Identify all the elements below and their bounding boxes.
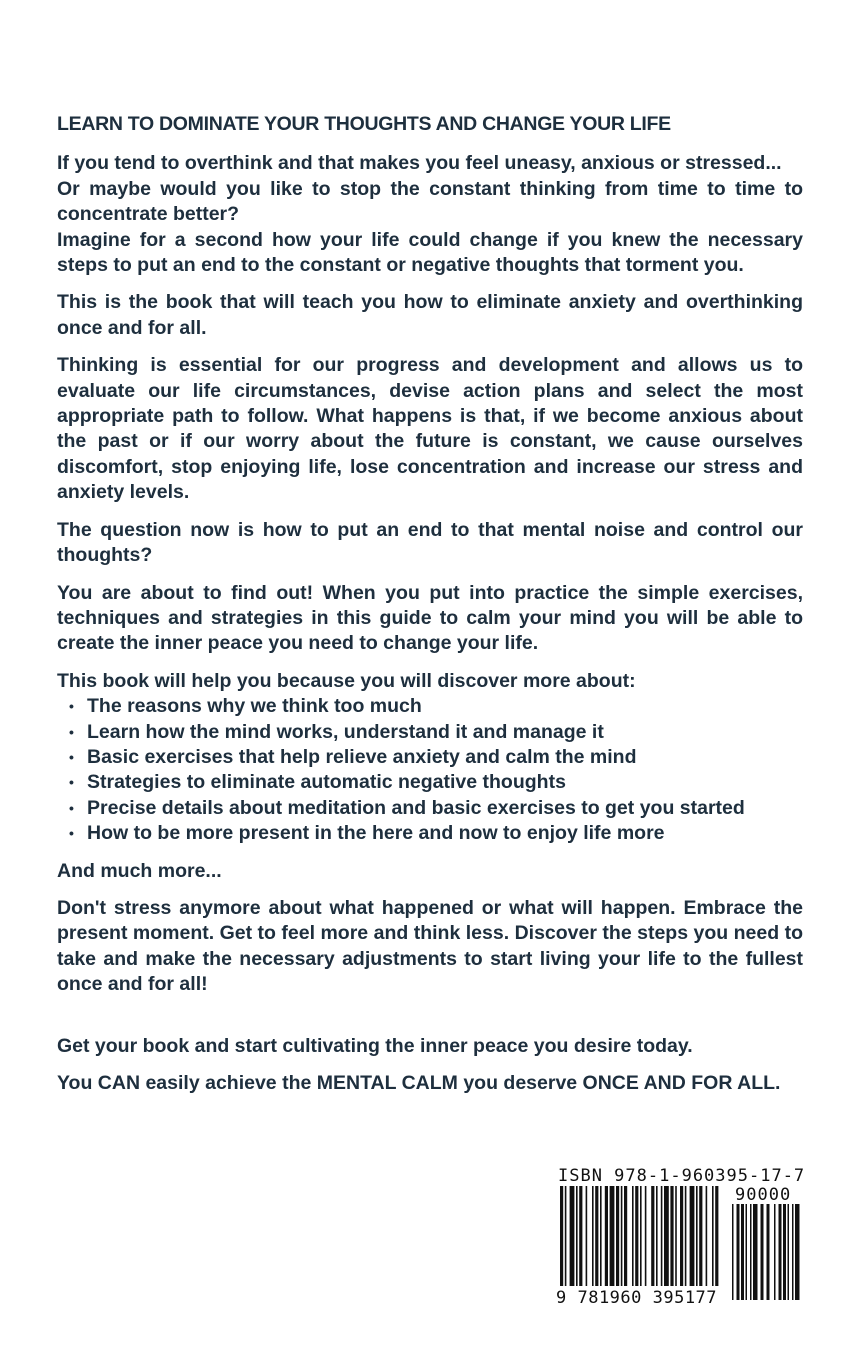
bullet-icon: • [69, 799, 74, 816]
barcode-addon-bar [788, 1204, 790, 1300]
barcode-bar [696, 1186, 698, 1286]
barcode-addon-bar [779, 1204, 782, 1300]
list-item: • The reasons why we think too much [57, 694, 803, 719]
barcode-addon: 90000 [735, 1185, 792, 1205]
bullet-icon: • [69, 698, 74, 715]
barcode-bar [586, 1186, 588, 1286]
tagline: You CAN easily achieve the MENTAL CALM you deserve ONCE AND FOR ALL. [57, 1072, 781, 1094]
barcode-bar [675, 1186, 677, 1286]
barcode-addon-bar [753, 1204, 758, 1300]
and-much-more: And much more... [57, 859, 222, 882]
barcode-bar [632, 1186, 634, 1286]
barcode-bar [712, 1186, 714, 1286]
barcode-bar [576, 1186, 578, 1286]
paragraph-question: The question now is how to put an end to that mental noise and control our thoughts? [57, 518, 803, 567]
intro-line-3: Imagine for a second how your life could change if you knew the necessary steps to put an end to the constant or negative thoughts that torment you. [57, 228, 803, 277]
barcode-addon-bar [741, 1204, 744, 1300]
barcode-addon-bar [746, 1204, 748, 1300]
closing-paragraph: Don't stress anymore about what happened or what will happen. Embrace the present moment. Get to feel more and think less. Discover the steps you need to take and make the necessary adjustments to start living your life to the fullest once and for all! [57, 896, 803, 996]
list-item: • Basic exercises that help relieve anxiety and calm the mind [57, 745, 803, 770]
barcode-bar [600, 1186, 602, 1286]
barcode-addon-bar [774, 1204, 776, 1300]
barcode-bar [595, 1186, 598, 1286]
barcode-bar [699, 1186, 702, 1286]
bullet-icon: • [69, 825, 74, 842]
barcode-bar [565, 1186, 567, 1286]
barcode-addon-bar [737, 1204, 740, 1300]
barcode-bar [645, 1186, 647, 1286]
barcode-addon-bar [767, 1204, 770, 1300]
list-intro: This book will help you because you will discover more about: [57, 669, 636, 692]
paragraph-find-out: You are about to find out! When you put into practice the simple exercises, techniques and strategies in this guide to calm your mind you will be able to create the inner peace you need to change your life. [57, 581, 803, 655]
barcode-bar [680, 1186, 683, 1286]
barcode-bar [616, 1186, 619, 1286]
paragraph-purpose: This is the book that will teach you how to eliminate anxiety and overthinking once and for all. [57, 291, 803, 339]
barcode-bar [592, 1186, 594, 1286]
barcode-bar [624, 1186, 627, 1286]
barcode-addon-bar [750, 1204, 752, 1300]
headline: LEARN TO DOMINATE YOUR THOUGHTS AND CHANGE YOUR LIFE [57, 113, 671, 135]
barcode-bar [570, 1186, 575, 1286]
barcode-bar [685, 1186, 687, 1286]
bullet-icon: • [69, 723, 74, 740]
barcode-bar [670, 1186, 673, 1286]
barcode-bar [635, 1186, 638, 1286]
barcode-bar [656, 1186, 658, 1286]
barcode-bar [661, 1186, 663, 1286]
back-cover-text [57, 112, 803, 1108]
barcode-addon-bar [732, 1204, 734, 1300]
barcode-bar [605, 1186, 608, 1286]
barcode-bar [715, 1186, 718, 1286]
barcode-addon-bar [795, 1204, 800, 1300]
intro-paragraph [57, 151, 803, 278]
list-item: • Strategies to eliminate automatic negative thoughts [57, 770, 803, 795]
barcode-bar [621, 1186, 623, 1286]
barcode-bar [610, 1186, 615, 1286]
barcode-bar [706, 1186, 708, 1286]
barcode-addon-bar [783, 1204, 786, 1300]
list-item: • Precise details about meditation and basic exercises to get you started [57, 796, 803, 821]
list-item: • How to be more present in the here and now to enjoy life more [57, 821, 803, 846]
intro-line-2: Or maybe would you like to stop the constant thinking from time to time to concentrate better? [57, 177, 803, 226]
bullet-icon: • [69, 774, 74, 791]
barcode-addon-bar [761, 1204, 764, 1300]
barcode-bar [664, 1186, 669, 1286]
call-to-action: Get your book and start cultivating the inner peace you desire today. [57, 1034, 693, 1057]
barcode-bar [651, 1186, 654, 1286]
bullet-icon: • [69, 748, 74, 765]
spacer [57, 1010, 803, 1034]
list-item: • Learn how the mind works, understand it and manage it [57, 720, 803, 745]
barcode-bar [640, 1186, 642, 1286]
paragraph-thinking: Thinking is essential for our progress and development and allows us to evaluate our life circumstances, devise action plans and select the most appropriate path to follow. What happens is that, if we become anxious about the past or if our worry about the future is constant, we cause ourselves discomfort, stop enjoying life, lose concentration and increase our stress and anxiety levels. [57, 354, 803, 504]
barcode-bar [560, 1186, 563, 1286]
barcode-addon-bar [792, 1204, 794, 1300]
barcode-bar [690, 1186, 695, 1286]
barcode-digits: 9 781960 395177 [556, 1288, 718, 1308]
intro-line-1: If you tend to overthink and that makes you feel uneasy, anxious or stressed... [57, 152, 782, 175]
barcode-bar [579, 1186, 582, 1286]
isbn-label: ISBN 978-1-960395-17-7 [558, 1166, 806, 1186]
feature-list [57, 694, 803, 846]
